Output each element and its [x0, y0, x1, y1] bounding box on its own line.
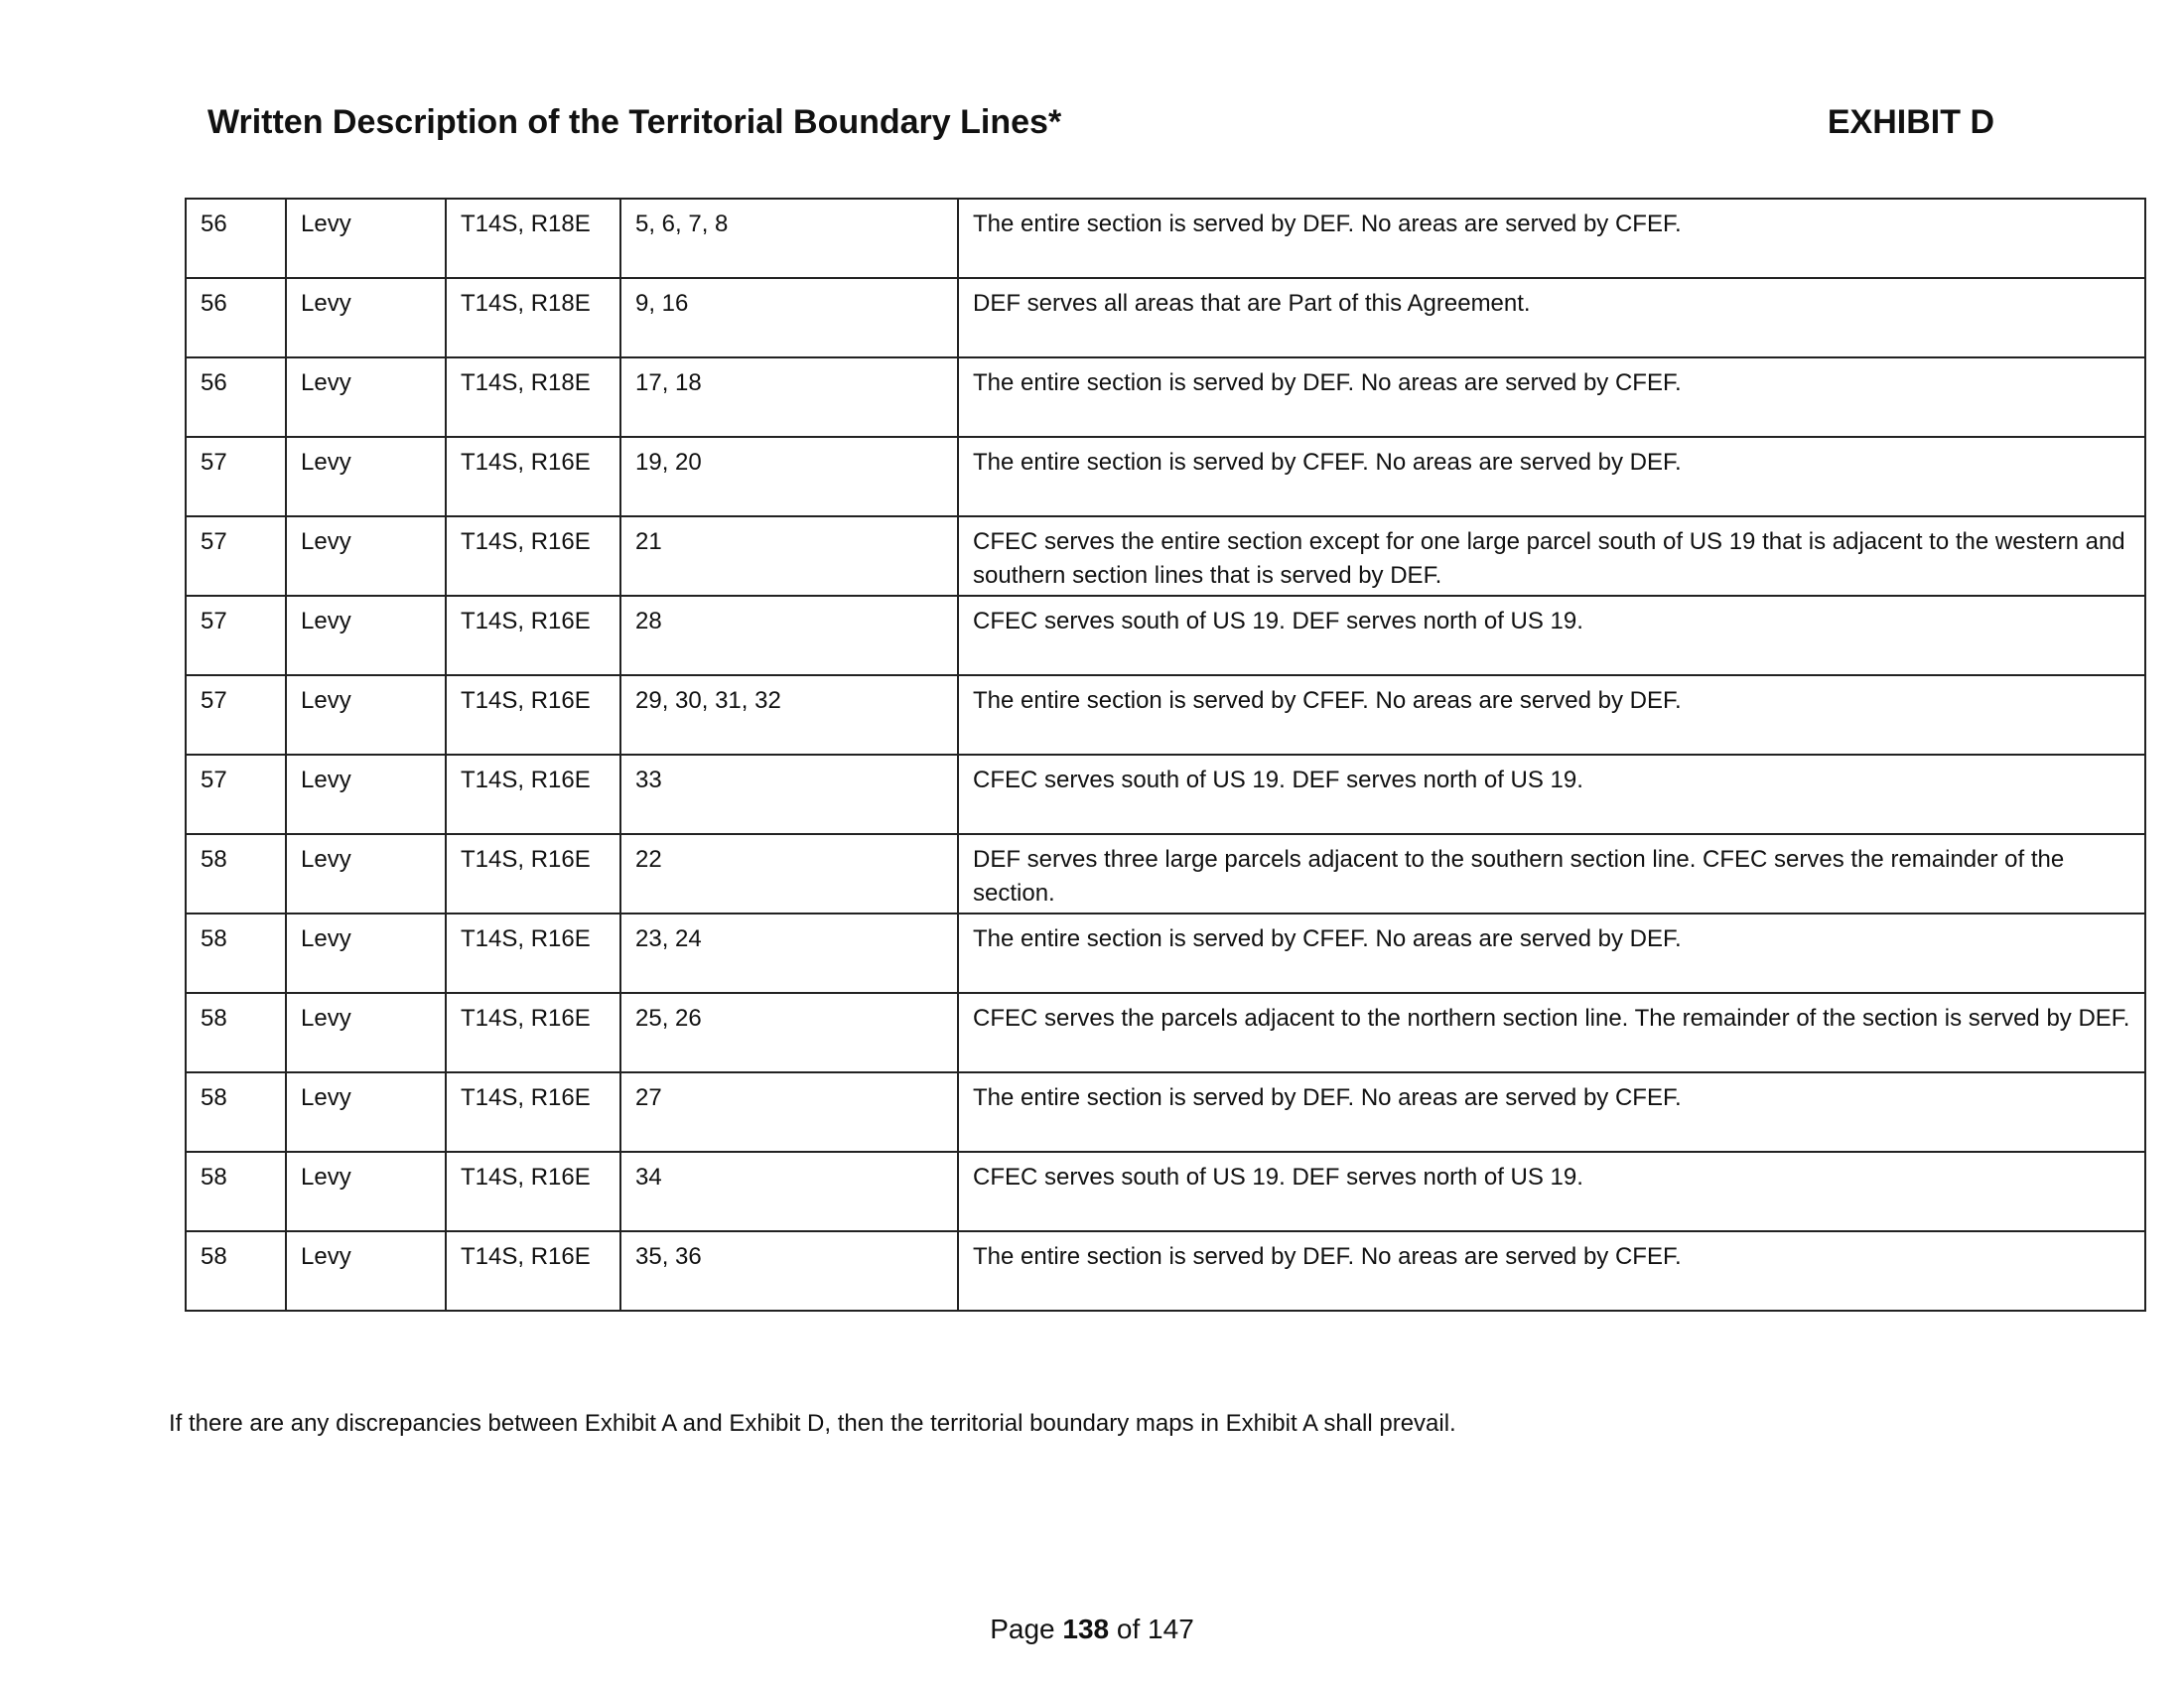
- boundary-table: [185, 198, 2146, 1312]
- table-row: [186, 914, 2145, 993]
- map-number-cell: 58: [186, 834, 286, 914]
- sections-cell: 35, 36: [620, 1231, 958, 1311]
- sections-cell: 17, 18: [620, 357, 958, 437]
- table-row: [186, 596, 2145, 675]
- description-cell: CFEC serves the parcels adjacent to the northern section line. The remainder of the section is served by DEF.: [958, 993, 2145, 1072]
- document-title: Written Description of the Territorial Boundary Lines*: [207, 103, 1062, 141]
- map-number-cell: 58: [186, 993, 286, 1072]
- page-header: [207, 103, 1994, 151]
- map-number-cell: 57: [186, 755, 286, 834]
- township-range-cell: T14S, R18E: [446, 357, 620, 437]
- description-cell: DEF serves three large parcels adjacent to the southern section line. CFEC serves the remainder of the section.: [958, 834, 2145, 914]
- county-cell: Levy: [286, 1152, 446, 1231]
- description-cell: DEF serves all areas that are Part of this Agreement.: [958, 278, 2145, 357]
- description-cell: The entire section is served by CFEF. No areas are served by DEF.: [958, 437, 2145, 516]
- township-range-cell: T14S, R16E: [446, 1072, 620, 1152]
- table-row: [186, 675, 2145, 755]
- page-footer: [0, 1614, 2184, 1645]
- county-cell: Levy: [286, 516, 446, 596]
- description-cell: The entire section is served by DEF. No areas are served by CFEF.: [958, 1072, 2145, 1152]
- map-number-cell: 57: [186, 437, 286, 516]
- sections-cell: 22: [620, 834, 958, 914]
- map-number-cell: 57: [186, 516, 286, 596]
- map-number-cell: 57: [186, 596, 286, 675]
- map-number-cell: 58: [186, 1152, 286, 1231]
- page-label: Page: [990, 1614, 1055, 1644]
- county-cell: Levy: [286, 1231, 446, 1311]
- table-row: [186, 199, 2145, 278]
- table-row: [186, 755, 2145, 834]
- exhibit-label: EXHIBIT D: [1827, 103, 1994, 141]
- discrepancy-note: If there are any discrepancies between Exhibit A and Exhibit D, then the territorial boundary maps in Exhibit A shall prevail.: [169, 1410, 1456, 1437]
- sections-cell: 25, 26: [620, 993, 958, 1072]
- sections-cell: 19, 20: [620, 437, 958, 516]
- township-range-cell: T14S, R16E: [446, 914, 620, 993]
- county-cell: Levy: [286, 993, 446, 1072]
- table-row: [186, 437, 2145, 516]
- county-cell: Levy: [286, 914, 446, 993]
- county-cell: Levy: [286, 278, 446, 357]
- description-cell: CFEC serves south of US 19. DEF serves north of US 19.: [958, 596, 2145, 675]
- map-number-cell: 56: [186, 199, 286, 278]
- table-row: [186, 1072, 2145, 1152]
- description-cell: The entire section is served by CFEF. No areas are served by DEF.: [958, 675, 2145, 755]
- county-cell: Levy: [286, 437, 446, 516]
- description-cell: The entire section is served by DEF. No areas are served by CFEF.: [958, 199, 2145, 278]
- table-row: [186, 993, 2145, 1072]
- page-number: 138: [1062, 1614, 1110, 1644]
- map-number-cell: 58: [186, 1231, 286, 1311]
- table-row: [186, 834, 2145, 914]
- sections-cell: 23, 24: [620, 914, 958, 993]
- county-cell: Levy: [286, 357, 446, 437]
- table-row: [186, 516, 2145, 596]
- township-range-cell: T14S, R18E: [446, 278, 620, 357]
- table-row: [186, 1152, 2145, 1231]
- map-number-cell: 56: [186, 278, 286, 357]
- sections-cell: 27: [620, 1072, 958, 1152]
- township-range-cell: T14S, R16E: [446, 755, 620, 834]
- sections-cell: 21: [620, 516, 958, 596]
- map-number-cell: 57: [186, 675, 286, 755]
- township-range-cell: T14S, R16E: [446, 834, 620, 914]
- township-range-cell: T14S, R16E: [446, 1231, 620, 1311]
- county-cell: Levy: [286, 199, 446, 278]
- description-cell: CFEC serves south of US 19. DEF serves north of US 19.: [958, 755, 2145, 834]
- township-range-cell: T14S, R18E: [446, 199, 620, 278]
- sections-cell: 5, 6, 7, 8: [620, 199, 958, 278]
- sections-cell: 29, 30, 31, 32: [620, 675, 958, 755]
- page-total: 147: [1148, 1614, 1194, 1644]
- map-number-cell: 56: [186, 357, 286, 437]
- page-of-label: of: [1116, 1614, 1141, 1644]
- table-row: [186, 1231, 2145, 1311]
- township-range-cell: T14S, R16E: [446, 516, 620, 596]
- boundary-table-body: [186, 199, 2145, 1311]
- township-range-cell: T14S, R16E: [446, 993, 620, 1072]
- county-cell: Levy: [286, 755, 446, 834]
- description-cell: The entire section is served by DEF. No areas are served by CFEF.: [958, 357, 2145, 437]
- county-cell: Levy: [286, 596, 446, 675]
- county-cell: Levy: [286, 675, 446, 755]
- county-cell: Levy: [286, 834, 446, 914]
- township-range-cell: T14S, R16E: [446, 437, 620, 516]
- table-row: [186, 278, 2145, 357]
- map-number-cell: 58: [186, 1072, 286, 1152]
- sections-cell: 33: [620, 755, 958, 834]
- township-range-cell: T14S, R16E: [446, 675, 620, 755]
- township-range-cell: T14S, R16E: [446, 1152, 620, 1231]
- sections-cell: 9, 16: [620, 278, 958, 357]
- description-cell: The entire section is served by DEF. No areas are served by CFEF.: [958, 1231, 2145, 1311]
- description-cell: CFEC serves south of US 19. DEF serves north of US 19.: [958, 1152, 2145, 1231]
- description-cell: CFEC serves the entire section except for one large parcel south of US 19 that is adjacent to the western and southern section lines that is served by DEF.: [958, 516, 2145, 596]
- township-range-cell: T14S, R16E: [446, 596, 620, 675]
- sections-cell: 34: [620, 1152, 958, 1231]
- map-number-cell: 58: [186, 914, 286, 993]
- table-row: [186, 357, 2145, 437]
- sections-cell: 28: [620, 596, 958, 675]
- county-cell: Levy: [286, 1072, 446, 1152]
- description-cell: The entire section is served by CFEF. No areas are served by DEF.: [958, 914, 2145, 993]
